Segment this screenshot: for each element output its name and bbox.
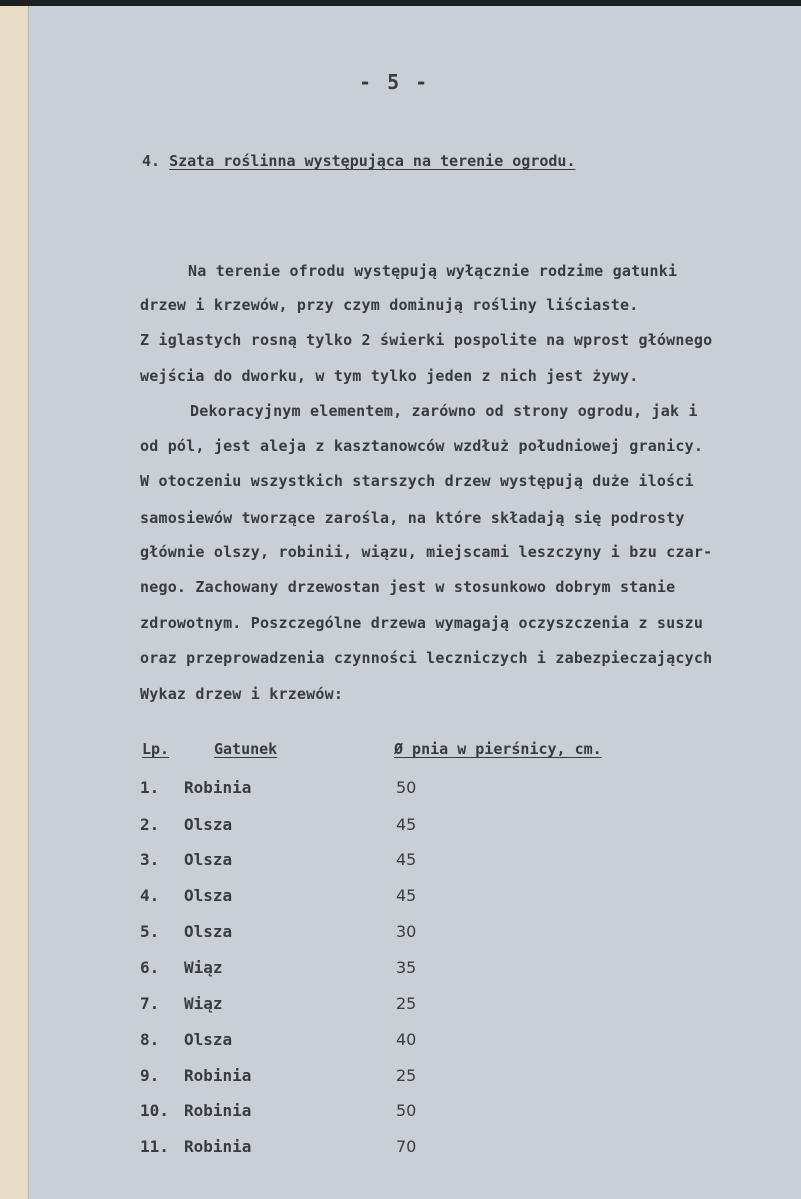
- paragraph-line: wejścia do dworku, w tym tylko jeden z nich jest żywy.: [140, 367, 639, 385]
- paragraph-line: Z iglastych rosną tylko 2 świerki pospolite na wprost głównego: [140, 331, 713, 349]
- section-number: 4.: [142, 152, 161, 170]
- document-page: [29, 6, 801, 1199]
- paragraph-line: drzew i krzewów, przy czym dominują rośliny liściaste.: [140, 296, 639, 314]
- row-diameter: 40: [396, 1030, 417, 1049]
- table-row: [29, 886, 801, 910]
- table-header-diameter: Ø pnia w pierśnicy, cm.: [394, 740, 602, 758]
- row-species: Robinia: [184, 1101, 252, 1120]
- paragraph-line: samosiewów tworzące zarośla, na które składają się podrosty: [140, 509, 685, 527]
- table-row: [29, 1030, 801, 1054]
- row-number: 5.: [140, 922, 160, 941]
- paragraph-line: od pól, jest aleja z kasztanowców wzdłuż południowej granicy.: [140, 437, 704, 455]
- row-number: 3.: [140, 850, 160, 869]
- row-diameter: 70: [396, 1137, 417, 1156]
- paragraph-line: Dekoracyjnym elementem, zarówno od strony ogrodu, jak i: [190, 402, 698, 420]
- paragraph-line: W otoczeniu wszystkich starszych drzew występują duże ilości: [140, 472, 694, 490]
- row-diameter: 45: [396, 850, 417, 869]
- row-species: Wiąz: [184, 994, 223, 1013]
- row-number: 2.: [140, 815, 160, 834]
- row-number: 7.: [140, 994, 160, 1013]
- row-diameter: 25: [396, 1066, 417, 1085]
- binding-strip: [0, 6, 29, 1199]
- row-diameter: 25: [396, 994, 417, 1013]
- row-species: Olsza: [184, 886, 233, 905]
- paragraph-line: Na terenie ofrodu występują wyłącznie rodzime gatunki: [188, 262, 678, 280]
- row-diameter: 35: [396, 958, 417, 977]
- paragraph-line: głównie olszy, robinii, wiązu, miejscami leszczyny i bzu czar-: [140, 543, 713, 561]
- table-row: [29, 1101, 801, 1125]
- table-row: [29, 815, 801, 839]
- row-species: Olsza: [184, 1030, 233, 1049]
- row-species: Olsza: [184, 850, 233, 869]
- row-number: 9.: [140, 1066, 160, 1085]
- row-species: Olsza: [184, 815, 233, 834]
- row-species: Olsza: [184, 922, 233, 941]
- row-species: Robinia: [184, 778, 252, 797]
- table-row: [29, 1066, 801, 1090]
- table-header-number: Lp.: [142, 740, 170, 758]
- row-diameter: 45: [396, 815, 417, 834]
- section-heading: [142, 152, 575, 170]
- row-diameter: 50: [396, 778, 417, 797]
- row-species: Robinia: [184, 1066, 252, 1085]
- row-number: 8.: [140, 1030, 160, 1049]
- section-title: Szata roślinna występująca na terenie ogrodu.: [169, 152, 576, 170]
- table-row: [29, 922, 801, 946]
- table-row: [29, 778, 801, 802]
- row-diameter: 45: [396, 886, 417, 905]
- row-diameter: 30: [396, 922, 417, 941]
- row-species: Wiąz: [184, 958, 223, 977]
- row-number: 11.: [140, 1137, 169, 1156]
- table-row: [29, 958, 801, 982]
- table-row: [29, 850, 801, 874]
- page-number: - 5 -: [359, 70, 430, 94]
- paragraph-line: Wykaz drzew i krzewów:: [140, 685, 344, 703]
- row-diameter: 50: [396, 1101, 417, 1120]
- table-row: [29, 1137, 801, 1161]
- paragraph-line: nego. Zachowany drzewostan jest w stosunkowo dobrym stanie: [140, 578, 676, 596]
- row-number: 1.: [140, 778, 160, 797]
- table-row: [29, 994, 801, 1018]
- paragraph-line: zdrowotnym. Poszczególne drzewa wymagają oczyszczenia z suszu: [140, 614, 704, 632]
- table-header-species: Gatunek: [214, 740, 278, 758]
- paragraph-line: oraz przeprowadzenia czynności leczniczych i zabezpieczających: [140, 649, 713, 667]
- row-number: 6.: [140, 958, 160, 977]
- row-number: 10.: [140, 1101, 169, 1120]
- row-species: Robinia: [184, 1137, 252, 1156]
- row-number: 4.: [140, 886, 160, 905]
